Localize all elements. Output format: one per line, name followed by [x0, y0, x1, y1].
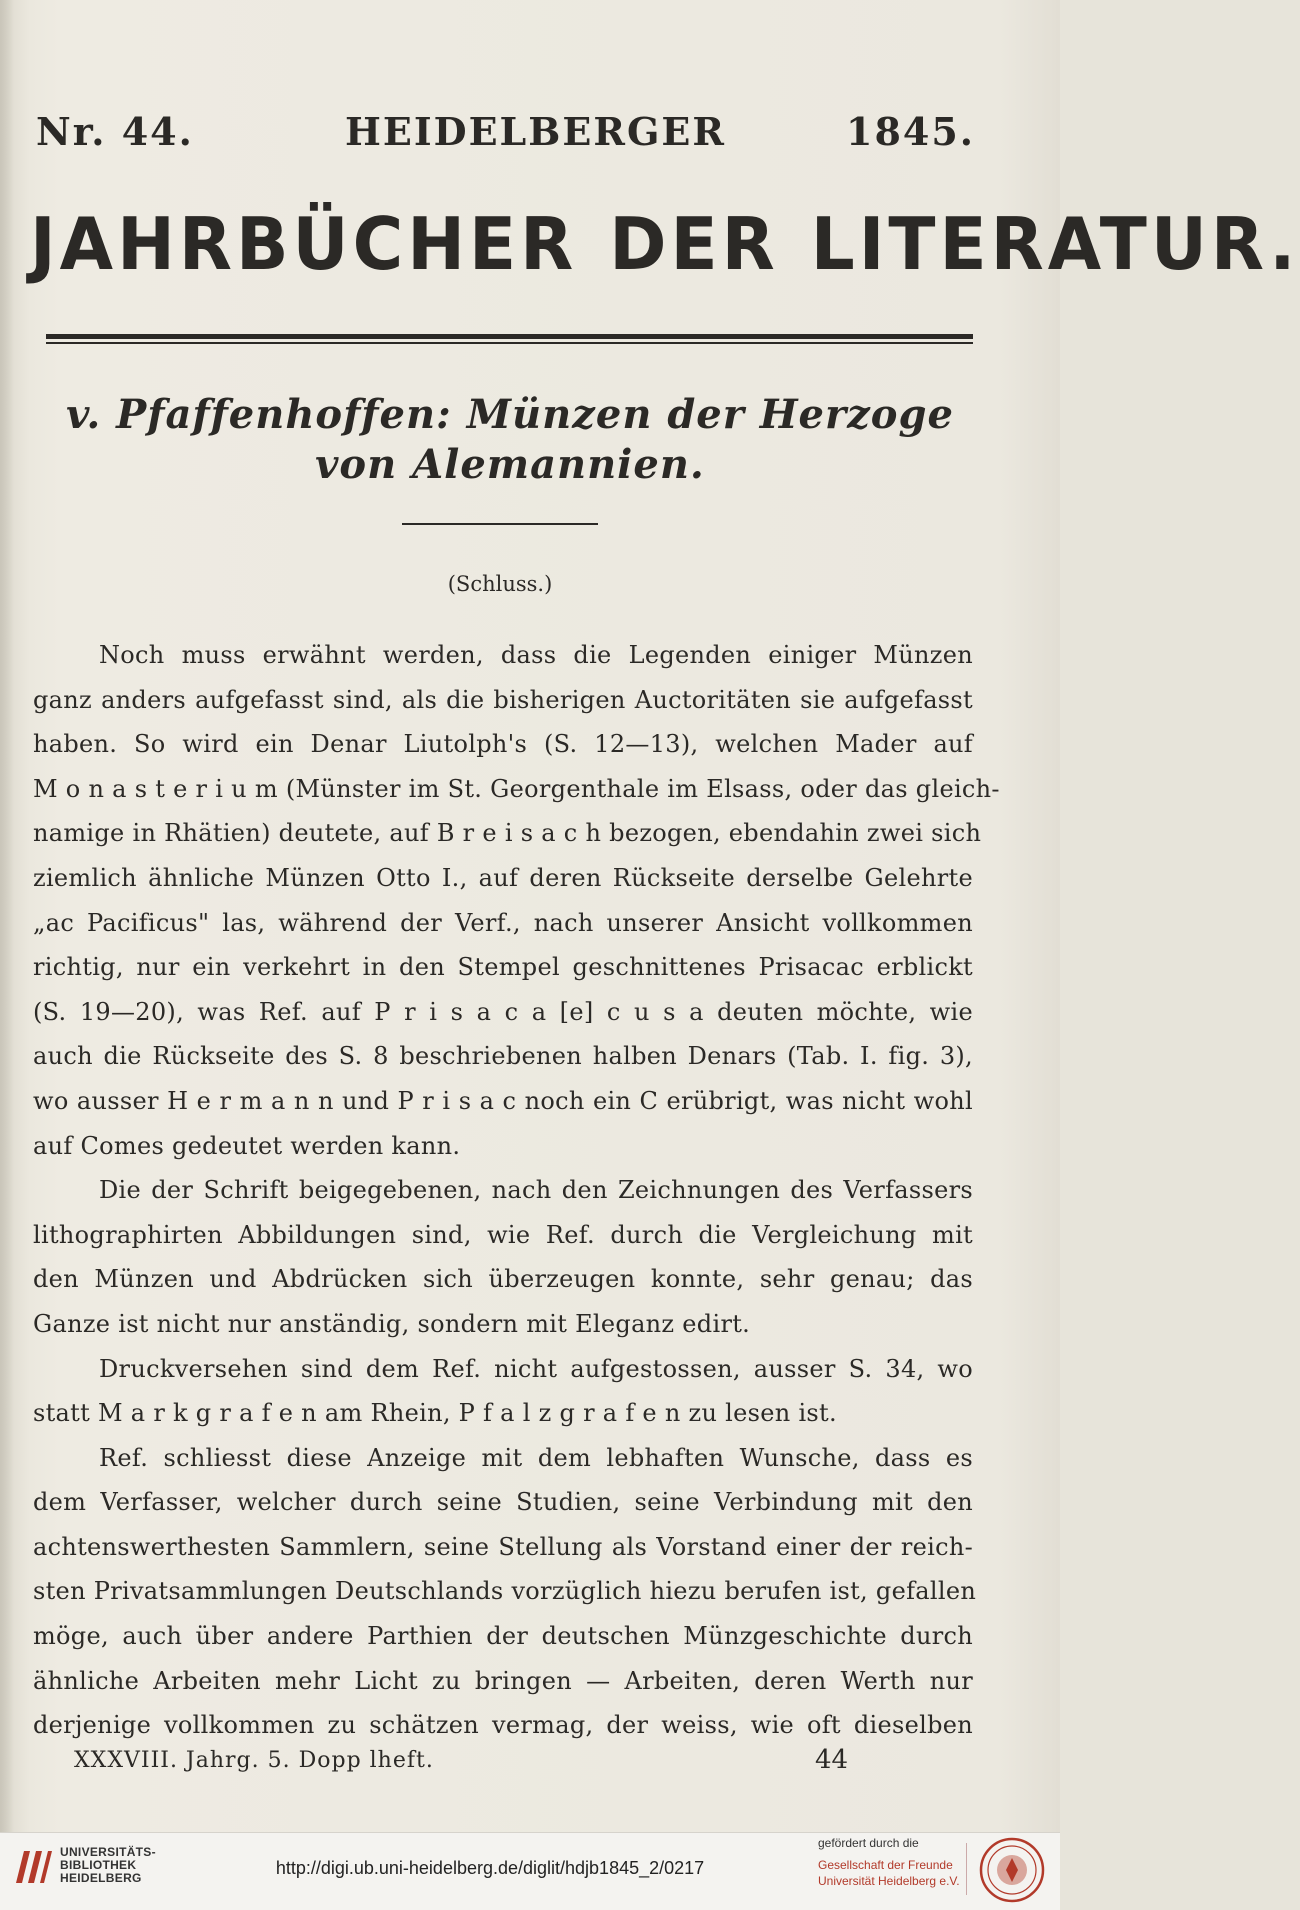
journal-title-word-3: LITERATUR.: [810, 203, 1300, 287]
article-subtitle: (Schluss.): [447, 572, 553, 596]
article-title-line-1: v. Pfaffenhoffen: Münzen der Herzoge: [66, 391, 954, 438]
text-line: sten Privatsammlungen Deutschlands vorzüglich hiezu berufen ist, gefallen: [33, 1577, 977, 1606]
issue-number: Nr. 44.: [36, 109, 194, 154]
sheet-signature: XXXVIII. Jahrg. 5. Dopp lheft.: [74, 1748, 434, 1773]
header-rule-thick: [46, 334, 973, 339]
text-line: den Münzen und Abdrücken sich überzeugen konnte, sehr genau; das: [33, 1265, 973, 1294]
article-title-line-2: von Alemannien.: [315, 441, 705, 488]
text-line: ziemlich ähnliche Münzen Otto I., auf deren Rückseite derselbe Gelehrte: [33, 863, 973, 892]
text-line: Ganze ist nicht nur anständig, sondern mit Eleganz edirt.: [33, 1309, 751, 1338]
header-rule-thin: [46, 342, 973, 344]
text-line: achtenswerthesten Sammlern, seine Stellung als Vorstand einer der reich-: [33, 1532, 973, 1561]
journal-title-word-1: JAHRBÜCHER: [30, 203, 578, 287]
text-line: Ref. schliesst diese Anzeige mit dem lebhaften Wunsche, dass es: [99, 1443, 973, 1472]
page-number: 44: [815, 1745, 849, 1775]
title-divider: [402, 523, 598, 525]
university-seal-icon: [978, 1836, 1046, 1904]
text-line: statt M a r k g r a f e n am Rhein, P f a l z g r a f e n zu lesen ist.: [33, 1399, 837, 1428]
text-line: ganz anders aufgefasst sind, als die bisherigen Auctoritäten sie aufgefasst: [33, 685, 973, 714]
text-line: Druckversehen sind dem Ref. nicht aufgestossen, ausser S. 34, wo: [99, 1354, 973, 1383]
article-body: [33, 633, 1000, 1748]
text-line: auf Comes gedeutet werden kann.: [33, 1131, 461, 1160]
text-line: namige in Rhätien) deutete, auf B r e i s a c h bezogen, ebendahin zwei sich: [33, 819, 982, 848]
publication-year: 1845.: [846, 109, 975, 154]
text-line: ähnliche Arbeiten mehr Licht zu bringen — Arbeiten, deren Werth nur: [33, 1666, 973, 1695]
sponsor-divider: [966, 1843, 967, 1895]
text-line: dem Verfasser, welcher durch seine Studien, seine Verbindung mit den: [33, 1488, 973, 1517]
journal-title-word-2: DER: [609, 203, 779, 287]
text-line: Die der Schrift beigegebenen, nach den Zeichnungen des Verfassers: [99, 1176, 973, 1205]
source-url-link[interactable]: http://digi.ub.uni-heidelberg.de/diglit/hdjb1845_2/0217: [275, 1858, 705, 1878]
library-name: UNIVERSITÄTS- BIBLIOTHEK HEIDELBERG: [60, 1845, 156, 1885]
text-line: Noch muss erwähnt werden, dass die Legenden einiger Münzen: [99, 641, 973, 669]
masthead: [30, 108, 975, 168]
text-line: richtig, nur ein verkehrt in den Stempel geschnittenes Prisacac erblickt: [33, 953, 973, 982]
text-line: lithographirten Abbildungen sind, wie Ref. durch die Vergleichung mit: [33, 1220, 973, 1249]
text-line: M o n a s t e r i u m (Münster im St. Georgenthale im Elsass, oder das gleich-: [33, 774, 1000, 803]
article-title: [40, 390, 980, 490]
text-line: auch die Rückseite des S. 8 beschriebenen halben Denars (Tab. I. fig. 3),: [33, 1042, 973, 1071]
text-line: wo ausser H e r m a n n und P r i s a c noch ein C erübrigt, was nicht wohl: [33, 1086, 973, 1115]
sponsor-label: gefördert durch die: [818, 1836, 919, 1850]
sponsor-name: Gesellschaft der Freunde Universität Heidelberg e.V.: [818, 1858, 960, 1888]
text-line: haben. So wird ein Denar Liutolph's (S. 12—13), welchen Mader auf: [33, 730, 973, 759]
text-line: „ac Pacificus" las, während der Verf., nach unserer Ansicht vollkommen: [33, 908, 973, 937]
text-line: möge, auch über andere Parthien der deutschen Münzgeschichte durch: [33, 1622, 973, 1651]
text-line: derjenige vollkommen zu schätzen vermag, der weiss, wie oft dieselben: [33, 1711, 973, 1740]
journal-title: [30, 203, 1300, 287]
text-line: (S. 19—20), was Ref. auf P r i s a c a [e] c u s a deuten möchte, wie: [33, 997, 973, 1026]
publication-name: HEIDELBERGER: [345, 109, 726, 154]
